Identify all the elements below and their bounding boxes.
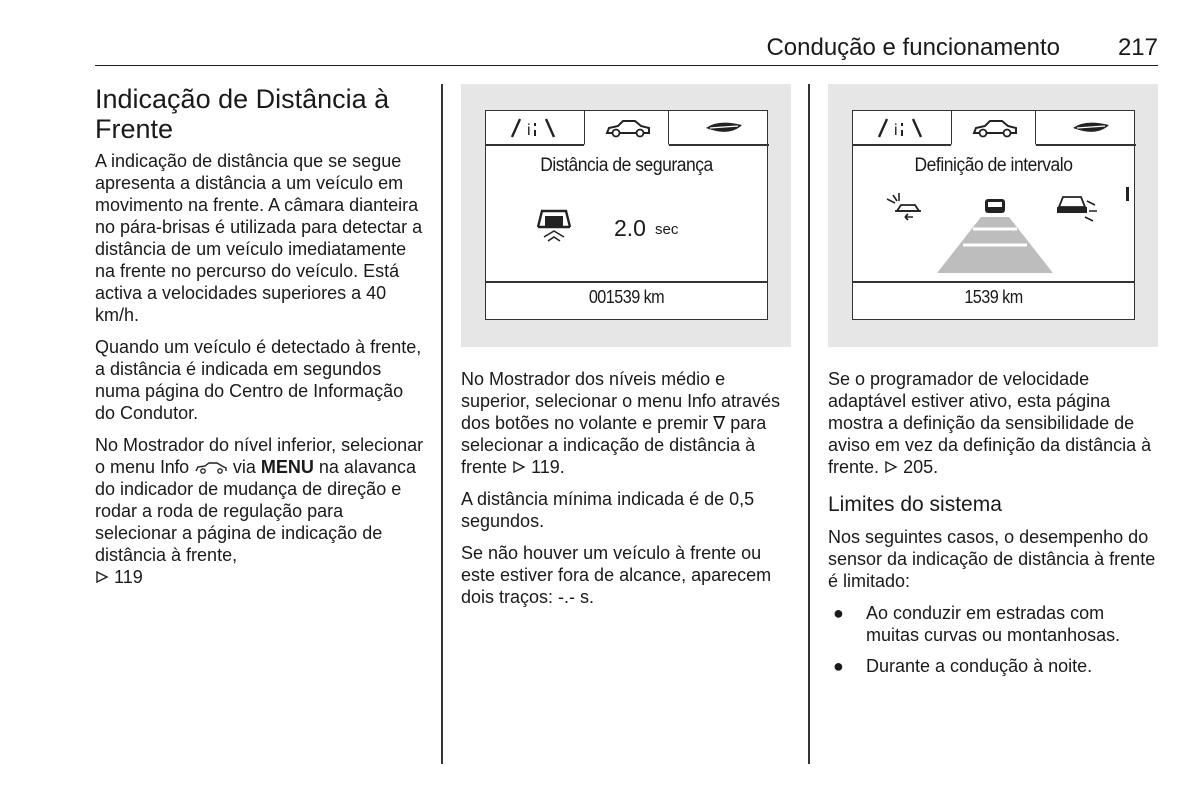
section-heading: Indicação de Distância à Frente — [95, 84, 390, 144]
figure-safety-distance — [461, 84, 791, 347]
eco-leaf-icon — [704, 119, 744, 137]
reference-arrow-icon — [512, 460, 526, 474]
page-reference: 205. — [903, 457, 939, 477]
trip-tab-icon — [875, 117, 925, 139]
screen-title: Definição de intervalo — [914, 155, 1073, 176]
page-header — [95, 30, 1158, 66]
menu-button-label: MENU — [260, 457, 314, 477]
paragraph-detection: Quando um veículo é detectado à frente, a distância é indicada em segundos numa página do Centro de Informação do Condutor. — [95, 337, 422, 423]
display-screen — [852, 110, 1135, 320]
trip-tab-icon — [508, 117, 558, 139]
limits-list — [828, 602, 1158, 677]
page-reference: 119 — [114, 567, 143, 587]
paragraph-intro: A indicação de distância que se segue apresenta a distância a um veículo em movimento na frente. A câmara dianteira no pára-brisas é utilizada para detectar a distância de um veículo imediatamente na frente no percurso do veículo. Está activa a velocidades superiores a 40 km/h. — [95, 151, 423, 325]
column-2 — [461, 368, 791, 618]
info-menu-label: Info — [160, 457, 189, 477]
list-item: ● Ao conduzir em estradas com muitas curvas ou montanhosas. — [833, 603, 1121, 645]
screen-title: Distância de segurança — [540, 155, 713, 176]
paragraph-lower-display: No Mostrador do nível inferior, selecionar o menu Info via MENU na alavanca do indicador de mudança de direção e rodar a roda de regulação para selecionar a página de indicação de distância à frente, 119 — [95, 435, 424, 587]
distance-value: 2.0 — [614, 215, 646, 241]
eco-leaf-icon — [1071, 119, 1111, 137]
column-1 — [95, 84, 425, 598]
odometer: 001539 km — [588, 287, 665, 307]
tab-vehicle — [951, 111, 1036, 145]
vehicle-ahead-icon — [534, 203, 574, 243]
paragraph-limits-intro: Nos seguintes casos, o desempenho do sensor da indicação de distância à frente é limitado: — [828, 527, 1156, 591]
odometer: 1539 km — [964, 287, 1023, 307]
paragraph-upper-display: No Mostrador dos níveis médio e superior, selecionar o menu Info através dos botões no volante e premir ∇ para selecionar a indicação de distância à frente 119. — [461, 369, 780, 477]
info-menu-label: Info — [687, 391, 716, 411]
vehicle-speed-icon — [1053, 191, 1099, 223]
svg-text:i: i — [527, 122, 531, 139]
car-icon — [194, 460, 228, 474]
subheading-system-limits: Limites do sistema — [828, 493, 1002, 516]
reference-arrow-icon — [95, 570, 109, 584]
column-3 — [828, 368, 1158, 686]
car-tab-icon — [952, 111, 1037, 143]
figure-gap-setting — [828, 84, 1158, 347]
warning-sensitivity-icon — [883, 191, 929, 223]
page-number: 217 — [1117, 34, 1158, 61]
paragraph-no-vehicle: Se não houver um veículo à frente ou este estiver fora de alcance, aparecem dois traços: -.- s. — [461, 543, 772, 607]
tab-vehicle — [584, 111, 669, 145]
select-button-symbol: ∇ — [713, 413, 726, 433]
column-divider-1 — [441, 84, 443, 764]
display-screen — [485, 110, 768, 320]
column-divider-2 — [808, 84, 810, 764]
paragraph-adaptive-cruise: Se o programador de velocidade adaptável estiver ativo, esta página mostra a definição da sensibilidade de aviso em vez da definição da distância à frente. 205. — [828, 369, 1152, 477]
svg-text:i: i — [894, 122, 898, 139]
car-tab-icon — [585, 111, 670, 143]
chapter-title: Condução e funcionamento — [766, 34, 1060, 61]
distance-road-icon — [935, 193, 1055, 275]
distance-unit: sec — [655, 221, 679, 238]
list-item: ● Durante a condução à noite. — [833, 656, 1093, 676]
page-reference: 119. — [531, 457, 565, 477]
scroll-indicator — [1126, 187, 1129, 201]
paragraph-minimum: A distância mínima indicada é de 0,5 segundos. — [461, 489, 755, 531]
reference-arrow-icon — [884, 460, 898, 474]
